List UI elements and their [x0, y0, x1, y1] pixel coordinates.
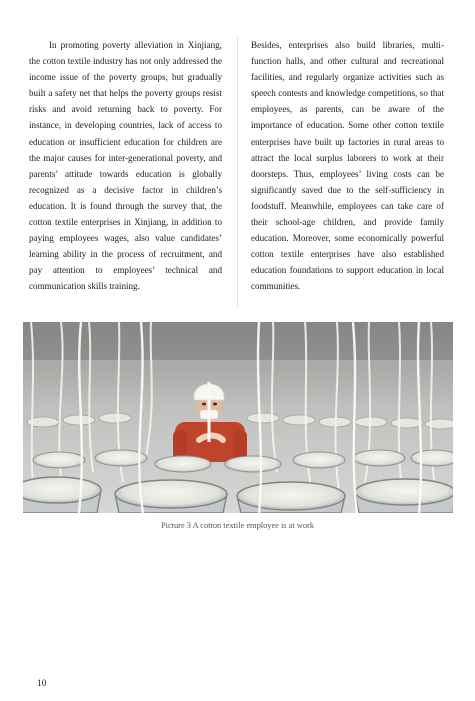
right-paragraph: Besides, enterprises also build libraries, multi-function halls, and other cultural and recreational facilities, and regularly organize activities such as speech contests and knowledge competitions, so that employees, as parents, can be aware of the importance of education. Some other cotton textile enterprises have built up factories in rural areas to attract the local surplus laborers to work at their doorsteps. Thus, employees’ living costs can be significantly saved due to the self-sufficiency in foodstuff. Meanwhile, employees can take care of their school-age children, and provide family education. Moreover, some economically powerful cotton textile enterprises have also established education foundations to support education in local communities.	[251, 40, 444, 292]
right-text-column	[251, 37, 444, 295]
textile-worker-photo	[23, 322, 453, 513]
page-number: 10	[37, 679, 47, 689]
column-divider	[237, 37, 238, 307]
figure-caption: Picture 3 A cotton textile employee is at work	[160, 521, 315, 530]
left-text-column	[29, 37, 222, 295]
left-paragraph: In promoting poverty alleviation in Xinjiang, the cotton textile industry has not only addressed the income issue of the poverty groups, but gradually built a safety net that helps the poverty groups resist risks and avoid returning back to poverty. For instance, in developing countries, lack of access to education or insufficient education for children are the major causes for inter-generational poverty, and parents’ attitude towards education is globally recognized as a decisive factor in children’s education. It is found through the survey that, the cotton textile enterprises in Xinjiang, in addition to paying employees wages, also value candidates’ learning ability in the process of recruitment, and pay attention to employees’ technical and communication skills training.	[29, 40, 222, 292]
